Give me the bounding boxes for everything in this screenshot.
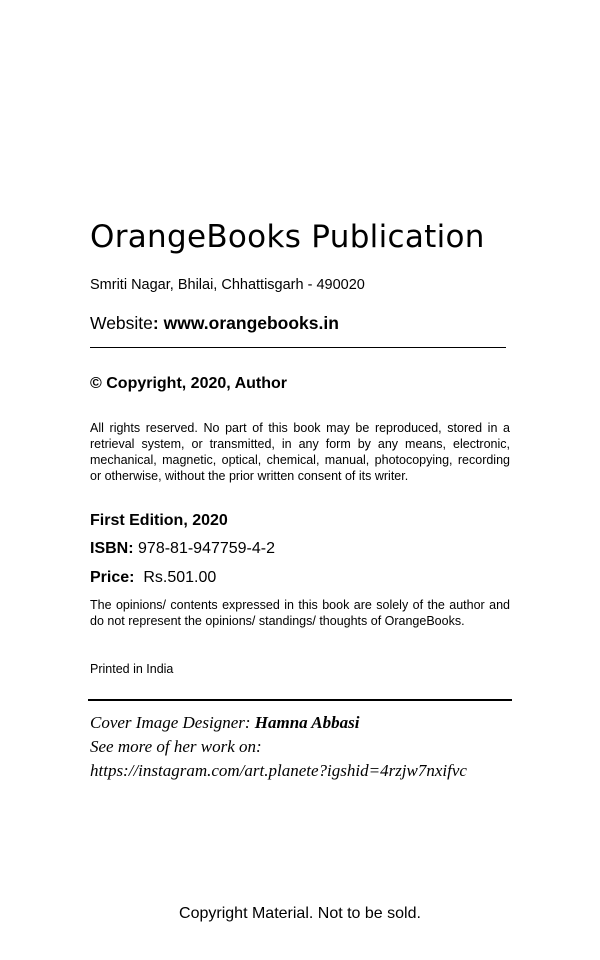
cover-designer-label: Cover Image Designer: xyxy=(90,713,251,732)
disclaimer: The opinions/ contents expressed in this book are solely of the author and do not represent the opinions/ standings/ thoughts of OrangeBooks. xyxy=(90,598,510,628)
copyright-notice: © Copyright, 2020, Author xyxy=(90,375,287,392)
price-label: Price: xyxy=(90,569,135,586)
price-value: Rs.501.00 xyxy=(143,569,217,586)
isbn-line xyxy=(90,540,275,558)
rights-statement: All rights reserved. No part of this book may be reproduced, stored in a retrieval system, or transmitted, in any form by any means, electronic, mechanical, magnetic, optical, chemical, manual, photocopying, recording or otherwise, without the prior written consent of its writer. xyxy=(90,421,510,483)
website-line xyxy=(90,313,339,334)
publisher-address: Smriti Nagar, Bhilai, Chhattisgarh - 490020 xyxy=(90,277,365,293)
instagram-url: https://instagram.com/art.planete?igshid=4rzjw7nxifvc xyxy=(90,761,467,780)
website-label: Website xyxy=(90,313,153,333)
divider xyxy=(90,347,506,348)
cover-designer-name: Hamna Abbasi xyxy=(254,713,360,732)
cover-designer-line xyxy=(90,711,467,735)
isbn-label: ISBN: xyxy=(90,540,134,557)
divider xyxy=(88,699,512,701)
publisher-name: OrangeBooks Publication xyxy=(90,219,485,255)
edition: First Edition, 2020 xyxy=(90,512,228,529)
cover-credits xyxy=(90,711,467,783)
isbn-value: 978-81-947759-4-2 xyxy=(138,540,276,557)
footer-notice: Copyright Material. Not to be sold. xyxy=(179,905,421,922)
see-more-text: See more of her work on: xyxy=(90,737,262,756)
website-url: : www.orangebooks.in xyxy=(152,313,339,333)
printed-in: Printed in India xyxy=(90,662,174,676)
price-line xyxy=(90,569,216,587)
